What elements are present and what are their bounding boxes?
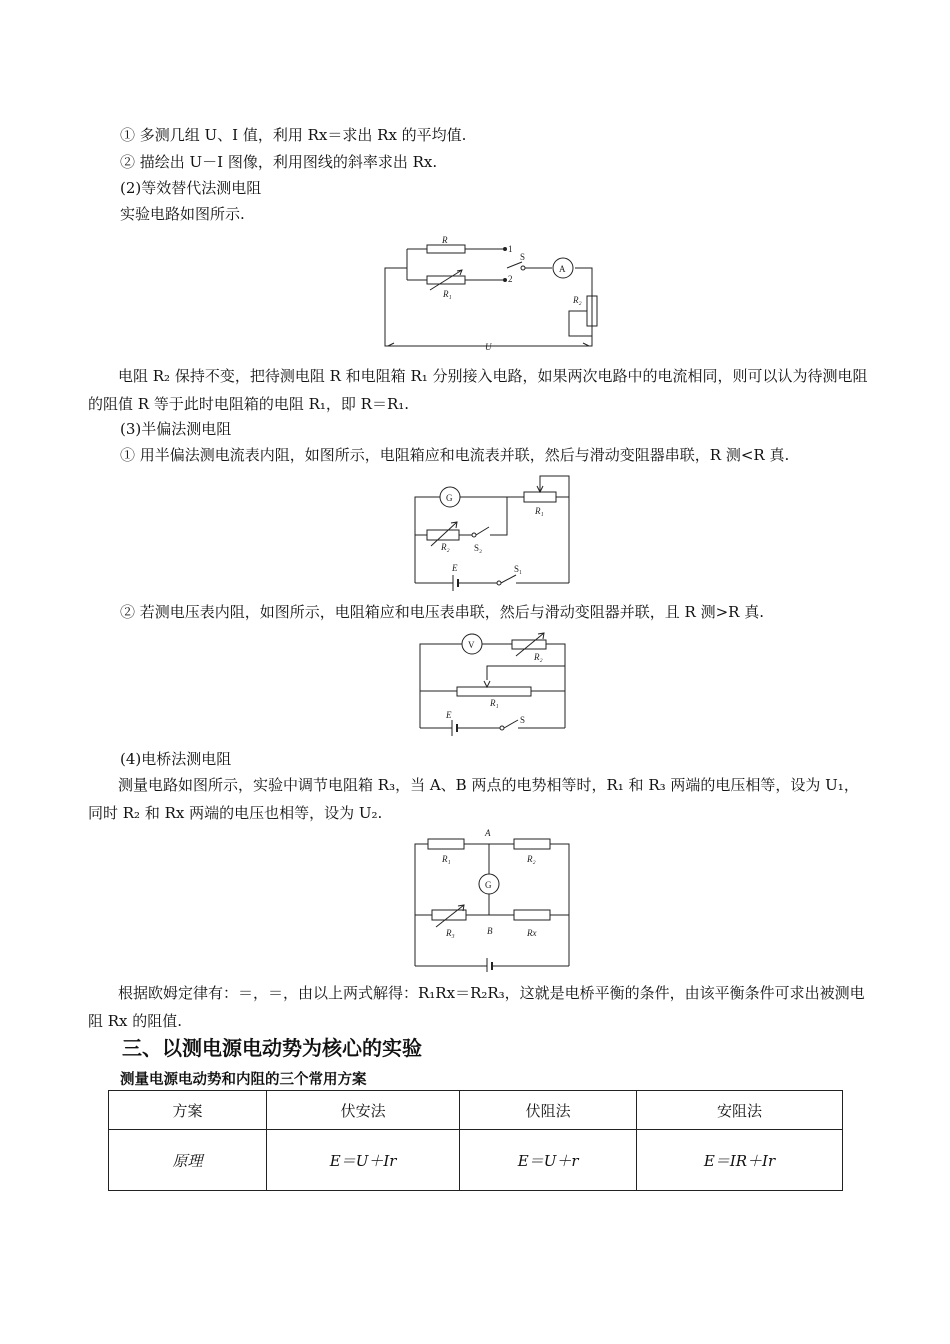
label-R: R	[442, 235, 448, 245]
label-R2: R₂	[573, 295, 582, 305]
node-A: A	[485, 828, 491, 838]
node-B: B	[487, 926, 493, 936]
label-R2: R₂	[527, 854, 536, 864]
label-U: U	[485, 342, 492, 352]
rheostat-R1	[457, 687, 531, 696]
subheading-substitution: (2)等效替代法测电阻	[120, 179, 262, 197]
label-E: E	[452, 563, 458, 573]
label-R1: R₁	[442, 854, 451, 864]
circuit-intro-1: 实验电路如图所示.	[120, 205, 245, 223]
table-header-row	[109, 1091, 843, 1130]
label-R3: R₃	[446, 928, 455, 938]
resistance-box-R3	[432, 910, 466, 920]
table-caption: 测量电源电动势和内阻的三个常用方案	[120, 1072, 367, 1088]
galvanometer-symbol: G	[446, 493, 453, 503]
half-deflection-voltmeter-text: ② 若测电压表内阻，如图所示，电阻箱应和电压表串联，然后与滑动变阻器并联，且 R 测>R 真.	[120, 603, 765, 621]
galvanometer-symbol: G	[485, 880, 492, 890]
label-R1: R₁	[490, 698, 499, 708]
half-deflection-voltmeter-diagram	[412, 630, 572, 736]
label-R1: R₁	[535, 506, 544, 516]
resistor-R	[427, 245, 465, 253]
table-row	[109, 1130, 843, 1191]
label-pos-1: 1	[508, 244, 513, 254]
label-S: S	[520, 252, 526, 262]
half-deflection-ammeter-diagram	[410, 472, 575, 590]
subheading-bridge: (4)电桥法测电阻	[120, 750, 232, 768]
table-cell: E＝IR＋Ir	[637, 1130, 843, 1191]
label-R2: R₂	[441, 542, 450, 552]
table-header-cell: 伏阻法	[460, 1091, 637, 1130]
method-line-1: ① 多测几组 U、I 值，利用 Rx＝求出 Rx 的平均值.	[120, 126, 467, 144]
label-R1: R₁	[443, 289, 452, 299]
resistor-Rx	[514, 910, 550, 920]
table-cell: 原理	[109, 1130, 267, 1191]
label-pos-2: 2	[508, 274, 513, 284]
switch-S	[507, 262, 522, 268]
voltmeter-symbol: V	[468, 640, 475, 650]
switch-S	[504, 720, 518, 728]
label-Rx: Rx	[527, 928, 537, 938]
label-R2: R₂	[534, 652, 543, 662]
half-deflection-ammeter-text: ① 用半偏法测电流表内阻，如图所示，电阻箱应和电流表并联，然后与滑动变阻器串联，R 测<R 真.	[120, 446, 790, 464]
substitution-explanation: 电阻 R₂ 保持不变，把待测电阻 R 和电阻箱 R₁ 分别接入电路，如果两次电路中的电流相同，则可以认为待测电阻的阻值 R 等于此时电阻箱的电阻 R₁，即 R＝R₁.	[88, 367, 868, 413]
ammeter-symbol: A	[559, 264, 566, 274]
bridge-explanation: 测量电路如图所示，实验中调节电阻箱 R₃，当 A、B 两点的电势相等时，R₁ 和 R₃ 两端的电压相等，设为 U₁，同时 R₂ 和 Rx 两端的电压也相等，设为 U₂.	[88, 776, 859, 822]
switch-S2	[476, 527, 489, 535]
resistor-R2	[514, 839, 550, 849]
table-header-cell: 方案	[109, 1091, 267, 1130]
schemes-table	[108, 1090, 843, 1191]
resistor-R1	[428, 839, 464, 849]
section-heading: 三、以测电源电动势为核心的实验	[122, 1036, 422, 1060]
substitution-circuit-diagram	[380, 235, 602, 352]
table-header-cell: 安阻法	[637, 1091, 843, 1130]
label-S: S	[520, 715, 526, 725]
method-line-2: ② 描绘出 U－I 图像，利用图线的斜率求出 Rx.	[120, 153, 438, 171]
switch-S1	[501, 575, 516, 583]
resistance-box-R2	[512, 640, 546, 649]
rheostat-R1	[524, 492, 556, 502]
bridge-conclusion: 根据欧姆定律有：＝，＝，由以上两式解得：R₁Rx＝R₂R₃，这就是电桥平衡的条件，由该平衡条件可求出被测电阻 Rx 的阻值.	[88, 984, 865, 1030]
table-header-cell: 伏安法	[267, 1091, 460, 1130]
label-S2: S₂	[474, 543, 483, 553]
label-E: E	[446, 710, 452, 720]
table-cell: E＝U＋r	[460, 1130, 637, 1191]
bridge-circuit-diagram	[410, 826, 575, 972]
label-S1: S₁	[514, 564, 523, 574]
table-cell: E＝U＋Ir	[267, 1130, 460, 1191]
subheading-half-deflection: (3)半偏法测电阻	[120, 420, 232, 438]
